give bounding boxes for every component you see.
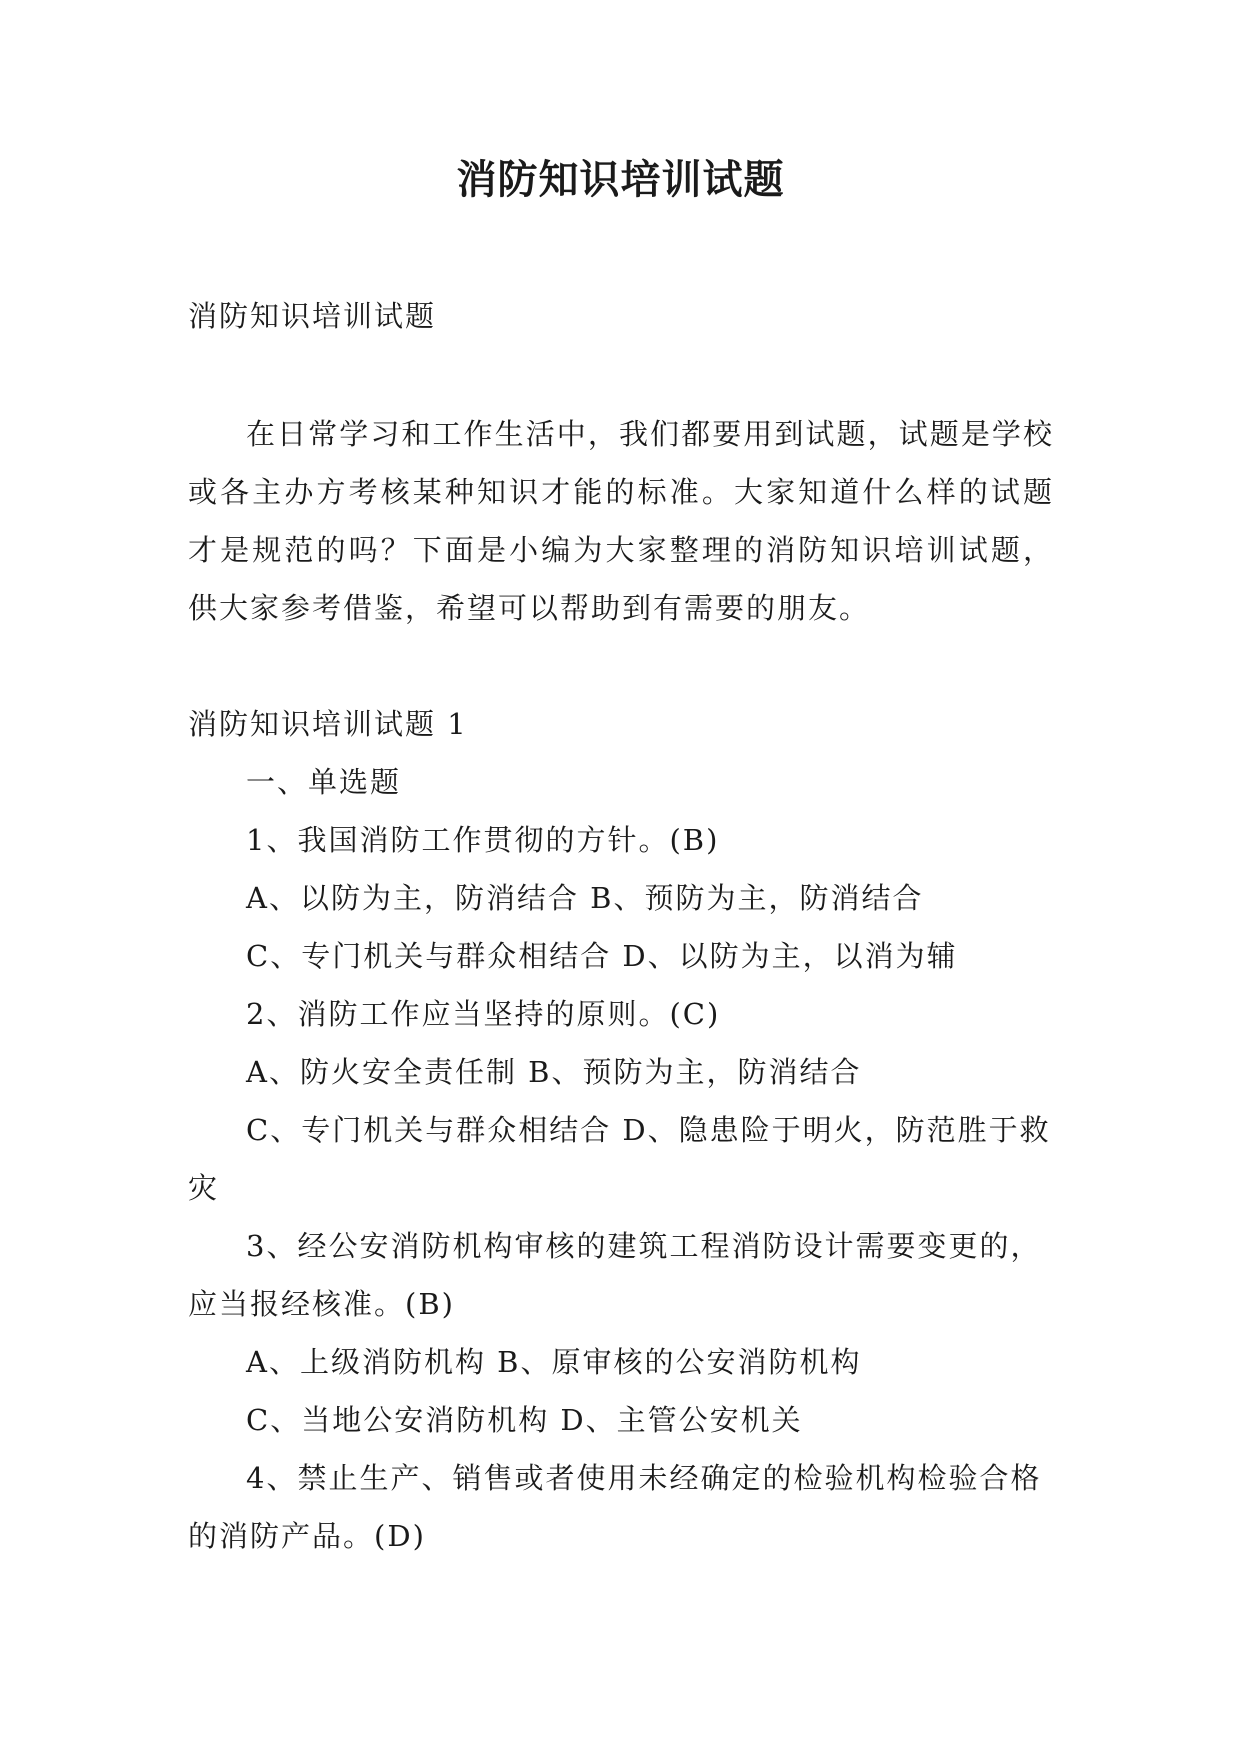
options-line: C、专门机关与群众相结合 D、隐患险于明火，防范胜于救灾 xyxy=(188,1113,1051,1205)
question-line: 3、经公安消防机构审核的建筑工程消防设计需要变更的，应当报经核准。(B) xyxy=(188,1229,1042,1321)
question-line: 4、禁止生产、销售或者使用未经确定的检验机构检验合格的消防产品。(D) xyxy=(188,1461,1042,1553)
options-line: C、专门机关与群众相结合 D、以防为主，以消为辅 xyxy=(246,939,958,973)
part-heading: 一、单选题 xyxy=(246,765,402,799)
subtitle-text: 消防知识培训试题 xyxy=(188,299,437,333)
document-title: 消防知识培训试题 xyxy=(456,157,785,203)
document-subtitle xyxy=(188,287,1054,345)
options-line: A、以防为主，防消结合 B、预防为主，防消结合 xyxy=(246,881,924,915)
question-line: 1、我国消防工作贯彻的方针。(B) xyxy=(246,823,720,857)
intro-paragraph xyxy=(188,405,1054,637)
options-line: A、防火安全责任制 B、预防为主，防消结合 xyxy=(246,1055,862,1089)
options-line: C、当地公安消防机构 D、主管公安机关 xyxy=(246,1403,803,1437)
quiz-section xyxy=(188,695,1054,1565)
question-line: 2、消防工作应当坚持的原则。(C) xyxy=(246,997,721,1031)
section-title: 消防知识培训试题 1 xyxy=(188,707,468,741)
intro-text: 在日常学习和工作生活中，我们都要用到试题，试题是学校或各主办方考核某种知识才能的标准。大家知道什么样的试题才是规范的吗？下面是小编为大家整理的消防知识培训试题，供大家参考借鉴，希望可以帮助到有需要的朋友。 xyxy=(188,417,1054,625)
options-line: A、上级消防机构 B、原审核的公安消防机构 xyxy=(246,1345,862,1379)
